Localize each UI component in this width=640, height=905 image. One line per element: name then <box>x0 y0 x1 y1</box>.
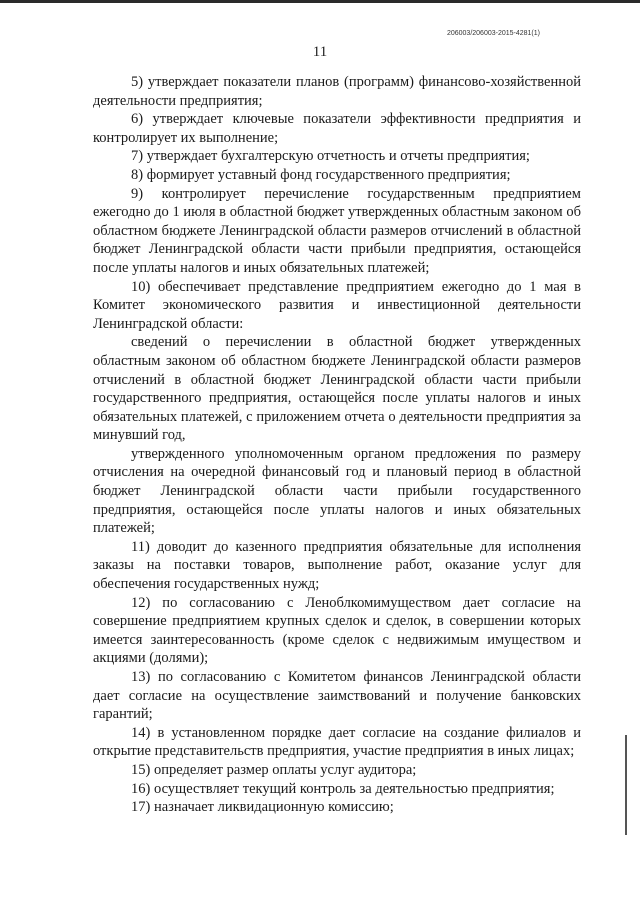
paragraph-16: 16) осуществляет текущий контроль за деятельностью предприятия; <box>131 780 555 797</box>
paragraph-11: 11) доводит до казенного предприятия обязательные для исполнения заказы на поставки товаров, выполнение работ, оказание услуг для обеспечения государственных нужд; <box>93 538 581 593</box>
paragraph-9: 9) контролирует перечисление государственным предприятием ежегодно до 1 июля в областной бюджет утвержденных областным законом об областном бюджете Ленинградской области размеров отчислений в областной бюджет Ленинградской области части прибыли предприятия, остающейся после уплаты налогов и иных обязательных платежей; <box>93 185 581 276</box>
paragraph-6: 6) утверждает ключевые показатели эффективности предприятия и контролирует их выполнение; <box>93 111 581 146</box>
paragraph-12: 12) по согласованию с Леноблкомимуществом дает согласие на совершение предприятием крупных сделок и сделок, в совершении которых имеется заинтересованность (кроме сделок с недвижимым имуществом и акциями (долями); <box>93 594 581 667</box>
paragraph-10-item-a: сведений о перечислении в областной бюджет утвержденных областным законом об областном бюджете Ленинградской области размеров отчислений в областной бюджет Ленинградской области части прибыли государственного предприятия, остающейся после уплаты налогов и иных обязательных платежей, с приложением отчета о деятельности предприятия за минувший год, <box>93 334 581 444</box>
paragraph-10-item-b: утвержденного уполномоченным органом предложения по размеру отчисления на очередной финансовый год и плановый период в областной бюджет Ленинградской области части прибыли государственного предприятия, остающейся после уплаты налогов и иных обязательных платежей; <box>93 445 581 537</box>
top-scan-border <box>0 0 640 3</box>
paragraph-5: 5) утверждает показатели планов (программ) финансово-хозяйственной деятельности предприятия; <box>93 74 581 109</box>
paragraph-15: 15) определяет размер оплаты услуг аудитора; <box>131 761 417 778</box>
document-body <box>93 73 581 817</box>
page-number: 11 <box>312 44 328 60</box>
scan-margin-mark <box>625 735 627 835</box>
paragraph-14: 14) в установленном порядке дает согласие на создание филиалов и открытие представительств предприятия, участие предприятия в иных лицах; <box>93 724 581 760</box>
document-id: 206003/206003-2015-4281(1) <box>446 30 540 37</box>
paragraph-10: 10) обеспечивает представление предприятием ежегодно до 1 мая в Комитет экономического развития и инвестиционной деятельности Ленинградской области: <box>93 278 581 332</box>
paragraph-17: 17) назначает ликвидационную комиссию; <box>131 799 394 816</box>
paragraph-7: 7) утверждает бухгалтерскую отчетность и отчеты предприятия; <box>131 148 530 165</box>
paragraph-13: 13) по согласованию с Комитетом финансов Ленинградской области дает согласие на осуществление заимствований и получение банковских гарантий; <box>93 669 581 723</box>
paragraph-8: 8) формирует уставный фонд государственного предприятия; <box>131 166 511 183</box>
